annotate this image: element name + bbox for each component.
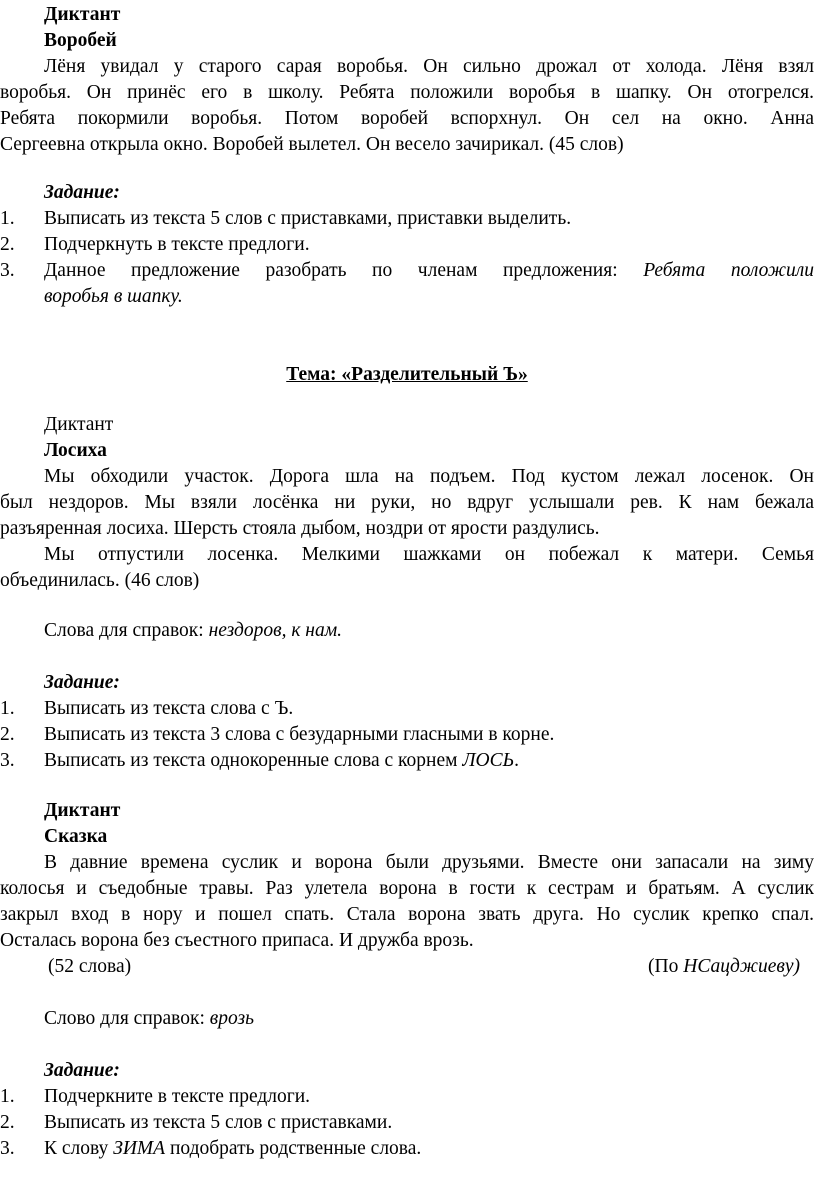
text-line: Ребята покормили воробья. Потом воробей вспорхнул. Он сел на окно. Анна bbox=[0, 108, 814, 129]
text-line: был нездоров. Мы взяли лосёнка ни руки, но вдруг услышали рев. К нам бежала bbox=[0, 492, 814, 513]
dictation-2-reference bbox=[0, 618, 814, 644]
dictation-1 bbox=[0, 2, 814, 158]
dictation-title: Воробей bbox=[44, 30, 117, 51]
task-item bbox=[0, 748, 814, 774]
text-line: Лёня увидал у старого сарая воробья. Он сильно дрожал от холода. Лёня взял bbox=[44, 56, 814, 77]
author-credit bbox=[648, 954, 800, 980]
dictation-title: Лосиха bbox=[44, 440, 107, 461]
dictation-3-tasks bbox=[0, 1058, 814, 1162]
task-number: 2. bbox=[0, 234, 15, 255]
text-line: закрыл вход в нору и пошел спать. Стала ворона звать друга. Но суслик крепко спал. bbox=[0, 904, 814, 925]
topic-title: Тема: «Разделительный Ъ» bbox=[286, 364, 528, 385]
task-text: К слову bbox=[44, 1138, 114, 1159]
task-number: 1. bbox=[0, 1086, 15, 1107]
task-heading: Задание: bbox=[44, 1060, 120, 1081]
dictation-1-tasks bbox=[0, 180, 814, 310]
word-count: (52 слова) bbox=[48, 956, 132, 977]
task-number: 3. bbox=[0, 1138, 15, 1159]
task-item bbox=[0, 232, 814, 258]
task-number: 2. bbox=[0, 724, 15, 745]
task-heading: Задание: bbox=[44, 182, 120, 203]
task-text: Выписать из текста 5 слов с приставками, приставки выделить. bbox=[44, 208, 572, 229]
text-line: объединилась. (46 слов) bbox=[0, 570, 200, 591]
text-line: колосья и съедобные травы. Раз улетела ворона в гости к сестрам и братьям. А суслик bbox=[0, 878, 814, 899]
task-italic: ЛОСЬ bbox=[462, 750, 515, 771]
text-line: Сергеевна открыла окно. Воробей вылетел. Он весело зачирикал. (45 слов) bbox=[0, 134, 624, 155]
task-item bbox=[0, 1084, 814, 1110]
task-text: Данное предложение разобрать по членам предложения: bbox=[44, 260, 644, 281]
task-number: 3. bbox=[0, 750, 15, 771]
task-text: Выписать из текста однокоренные слова с корнем bbox=[44, 750, 463, 771]
reference-words: нездоров, к нам. bbox=[208, 620, 343, 641]
dictation-3 bbox=[0, 798, 814, 980]
task-continuation: воробья в шапку. bbox=[44, 286, 183, 307]
author-prefix: (По bbox=[648, 956, 684, 977]
text-line: воробья. Он принёс его в школу. Ребята положили воробья в шапку. Он отогрелся. bbox=[0, 82, 814, 103]
dictation-2 bbox=[0, 412, 814, 594]
count-author-line bbox=[0, 954, 814, 980]
task-number: 3. bbox=[0, 260, 15, 281]
reference-line bbox=[0, 618, 814, 644]
reference-label: Слова для справок: bbox=[44, 620, 209, 641]
reference-label: Слово для справок: bbox=[44, 1008, 210, 1029]
dictation-2-tasks bbox=[0, 670, 814, 774]
task-item bbox=[0, 206, 814, 232]
task-tail: подобрать родственные слова. bbox=[165, 1138, 422, 1159]
task-heading: Задание: bbox=[44, 672, 120, 693]
dictation-label: Диктант bbox=[44, 800, 121, 821]
task-item bbox=[0, 696, 814, 722]
task-italic: Ребята положили bbox=[643, 260, 814, 281]
dictation-title: Сказка bbox=[44, 826, 108, 847]
task-text: Выписать из текста 5 слов с приставками. bbox=[44, 1112, 393, 1133]
task-number: 1. bbox=[0, 698, 15, 719]
task-number: 1. bbox=[0, 208, 15, 229]
text-line: разъяренная лосиха. Шерсть стояла дыбом, ноздри от ярости раздулись. bbox=[0, 518, 600, 539]
author-name: НСацджиеву) bbox=[683, 956, 800, 977]
task-tail: . bbox=[514, 750, 519, 771]
text-line: Мы отпустили лосенка. Мелкими шажками он побежал к матери. Семья bbox=[44, 544, 814, 565]
reference-words: врозь bbox=[209, 1008, 254, 1029]
task-number: 2. bbox=[0, 1112, 15, 1133]
text-line: Мы обходили участок. Дорога шла на подъем. Под кустом лежал лосенок. Он bbox=[44, 466, 814, 487]
task-italic: ЗИМА bbox=[113, 1138, 166, 1159]
task-item bbox=[0, 1136, 814, 1162]
text-line: Осталась ворона без съестного припаса. И дружба врозь. bbox=[0, 930, 474, 951]
task-text: Выписать из текста слова с Ъ. bbox=[44, 698, 294, 719]
text-line: В давние времена суслик и ворона были друзьями. Вместе они запасали на зиму bbox=[44, 852, 814, 873]
task-text: Выписать из текста 3 слова с безударными гласными в корне. bbox=[44, 724, 555, 745]
dictation-label: Диктант bbox=[44, 4, 121, 25]
dictation-3-reference bbox=[0, 1006, 814, 1032]
task-item bbox=[0, 1110, 814, 1136]
task-item bbox=[0, 258, 814, 284]
task-text: Подчеркнуть в тексте предлоги. bbox=[44, 234, 310, 255]
task-text: Подчеркните в тексте предлоги. bbox=[44, 1086, 311, 1107]
topic-heading bbox=[0, 362, 814, 388]
task-item bbox=[0, 722, 814, 748]
dictation-label: Диктант bbox=[44, 414, 114, 435]
reference-line bbox=[0, 1006, 814, 1032]
